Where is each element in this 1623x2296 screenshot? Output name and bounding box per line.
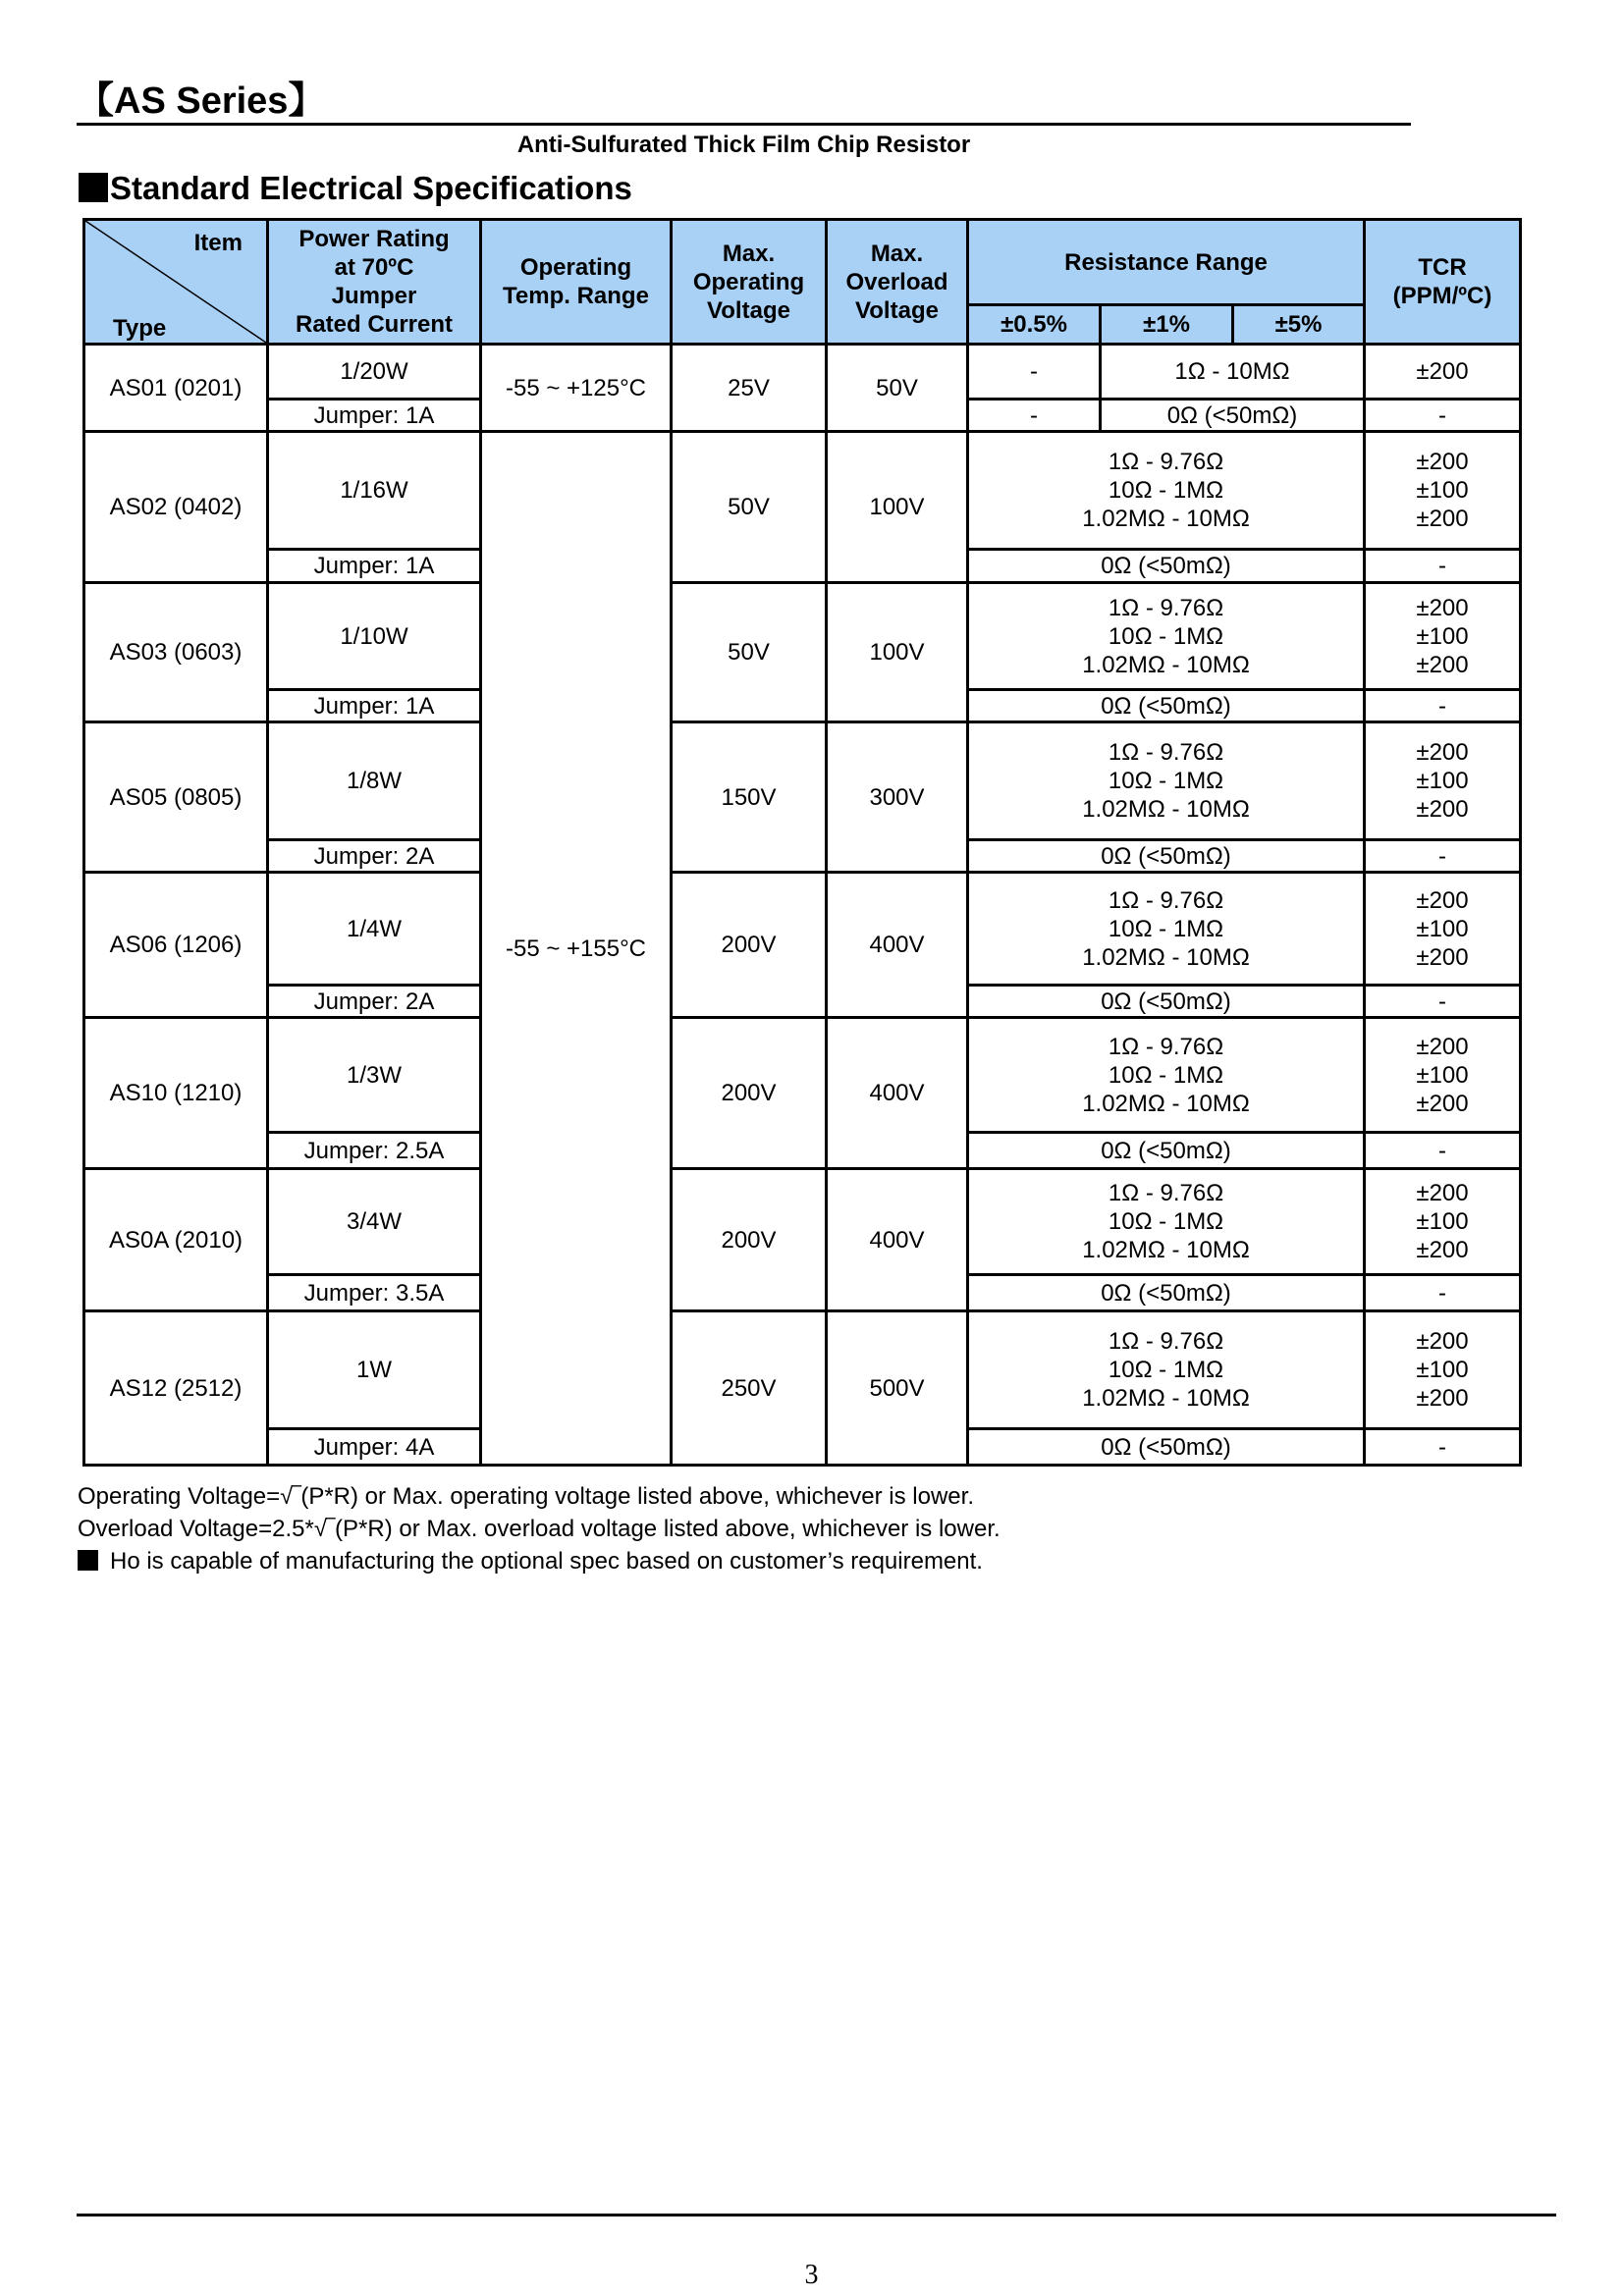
note-text: (P*R) or Max. operating voltage listed above, whichever is lower.: [300, 1483, 974, 1510]
square-root-icon: √‾: [313, 1516, 336, 1542]
tcr-cell: ±200: [1365, 345, 1521, 400]
square-root-icon: √‾: [280, 1483, 301, 1510]
notes: [78, 1480, 1001, 1577]
jumper-resistance-cell: 0Ω (<50mΩ): [968, 1133, 1365, 1169]
temp-range-cell: -55 ~ +155°C: [481, 432, 672, 1466]
tcr-cell: ±200 ±100 ±200: [1365, 722, 1521, 840]
jumper-current-cell: Jumper: 2A: [268, 840, 481, 873]
spec-table-header: [84, 220, 1521, 345]
jumper-resistance-05-cell: -: [968, 400, 1101, 432]
note-text: (P*R) or Max. overload voltage listed above, whichever is lower.: [335, 1516, 1001, 1542]
jumper-current-cell: Jumper: 2A: [268, 986, 481, 1018]
max-operating-voltage-cell: 150V: [672, 722, 827, 873]
jumper-tcr-cell: -: [1365, 690, 1521, 722]
tolerance-5-header: ±5%: [1233, 305, 1365, 345]
jumper-tcr-cell: -: [1365, 400, 1521, 432]
max-operating-voltage-cell: 250V: [672, 1311, 827, 1466]
title-rule: [77, 123, 1411, 126]
table-row: [84, 1169, 1521, 1275]
max-overload-voltage-cell: 50V: [827, 345, 968, 432]
type-cell: AS03 (0603): [84, 583, 268, 722]
max-operating-voltage-cell: 25V: [672, 345, 827, 432]
resistance-cell: 1Ω - 9.76Ω 10Ω - 1MΩ 1.02MΩ - 10MΩ: [968, 722, 1365, 840]
resistance-cell: 1Ω - 10MΩ: [1101, 345, 1365, 400]
overload-voltage-note: [78, 1513, 1001, 1545]
tcr-cell: ±200 ±100 ±200: [1365, 432, 1521, 550]
jumper-tcr-cell: -: [1365, 1133, 1521, 1169]
tcr-cell: ±200 ±100 ±200: [1365, 1018, 1521, 1133]
capability-note: [78, 1545, 1001, 1577]
power-cell: 1/3W: [268, 1018, 481, 1133]
jumper-tcr-cell: -: [1365, 840, 1521, 873]
tcr-cell: ±200 ±100 ±200: [1365, 583, 1521, 690]
tcr-cell: ±200 ±100 ±200: [1365, 1311, 1521, 1429]
jumper-resistance-cell: 0Ω (<50mΩ): [968, 690, 1365, 722]
power-cell: 1/4W: [268, 873, 481, 986]
power-cell: 3/4W: [268, 1169, 481, 1275]
note-text: Operating Voltage=: [78, 1483, 281, 1510]
resistance-range-header: Resistance Range: [968, 220, 1365, 305]
note-text: Ho is capable of manufacturing the optional spec based on customer’s requirement.: [110, 1548, 983, 1575]
jumper-resistance-cell: 0Ω (<50mΩ): [968, 1429, 1365, 1466]
table-row: [84, 1018, 1521, 1133]
section-heading: [79, 172, 632, 204]
jumper-tcr-cell: -: [1365, 986, 1521, 1018]
power-rating-header: Power Rating at 70ºC Jumper Rated Current: [268, 220, 481, 345]
item-type-header-cell: [84, 220, 268, 345]
power-cell: 1/10W: [268, 583, 481, 690]
max-overload-voltage-header: Max. Overload Voltage: [827, 220, 968, 345]
jumper-resistance-cell: 0Ω (<50mΩ): [968, 1275, 1365, 1311]
jumper-resistance-cell: 0Ω (<50mΩ): [968, 550, 1365, 583]
temp-range-cell: -55 ~ +125°C: [481, 345, 672, 432]
resistance-cell: 1Ω - 9.76Ω 10Ω - 1MΩ 1.02MΩ - 10MΩ: [968, 583, 1365, 690]
table-row: [84, 345, 1521, 400]
resistance-cell: 1Ω - 9.76Ω 10Ω - 1MΩ 1.02MΩ - 10MΩ: [968, 1311, 1365, 1429]
type-cell: AS0A (2010): [84, 1169, 268, 1311]
tcr-cell: ±200 ±100 ±200: [1365, 873, 1521, 986]
jumper-tcr-cell: -: [1365, 1429, 1521, 1466]
resistance-cell: 1Ω - 9.76Ω 10Ω - 1MΩ 1.02MΩ - 10MΩ: [968, 1018, 1365, 1133]
jumper-current-cell: Jumper: 1A: [268, 400, 481, 432]
max-operating-voltage-cell: 50V: [672, 432, 827, 583]
page-number: 3: [804, 2260, 819, 2290]
power-cell: 1/20W: [268, 345, 481, 400]
max-overload-voltage-cell: 400V: [827, 873, 968, 1018]
footer-rule: [77, 2214, 1556, 2216]
tolerance-1-header: ±1%: [1101, 305, 1233, 345]
tcr-header: TCR (PPM/ºC): [1365, 220, 1521, 345]
spec-table: [82, 218, 1522, 1467]
type-cell: AS12 (2512): [84, 1311, 268, 1466]
max-operating-voltage-header: Max. Operating Voltage: [672, 220, 827, 345]
jumper-current-cell: Jumper: 1A: [268, 550, 481, 583]
power-cell: 1/8W: [268, 722, 481, 840]
max-overload-voltage-cell: 100V: [827, 432, 968, 583]
resistance-cell: 1Ω - 9.76Ω 10Ω - 1MΩ 1.02MΩ - 10MΩ: [968, 432, 1365, 550]
max-operating-voltage-cell: 200V: [672, 1169, 827, 1311]
table-row: [84, 722, 1521, 840]
max-operating-voltage-cell: 50V: [672, 583, 827, 722]
item-label: Item: [193, 230, 243, 256]
type-cell: AS05 (0805): [84, 722, 268, 873]
table-row: [84, 432, 1521, 550]
max-overload-voltage-cell: 300V: [827, 722, 968, 873]
max-overload-voltage-cell: 500V: [827, 1311, 968, 1466]
jumper-resistance-cell: 0Ω (<50mΩ): [968, 986, 1365, 1018]
table-row: [84, 583, 1521, 690]
jumper-resistance-cell: 0Ω (<50mΩ): [968, 840, 1365, 873]
type-cell: AS10 (1210): [84, 1018, 268, 1169]
max-operating-voltage-cell: 200V: [672, 873, 827, 1018]
type-cell: AS01 (0201): [84, 345, 268, 432]
page-subtitle: Anti-Sulfurated Thick Film Chip Resistor: [516, 132, 971, 158]
tolerance-05-header: ±0.5%: [968, 305, 1101, 345]
max-overload-voltage-cell: 100V: [827, 583, 968, 722]
note-text: Overload Voltage=2.5*: [78, 1516, 314, 1542]
spec-table-body: [84, 345, 1521, 1466]
resistance-cell: 1Ω - 9.76Ω 10Ω - 1MΩ 1.02MΩ - 10MΩ: [968, 1169, 1365, 1275]
type-cell: AS06 (1206): [84, 873, 268, 1018]
temp-range-header: Operating Temp. Range: [481, 220, 672, 345]
section-heading-text: Standard Electrical Specifications: [110, 170, 632, 206]
resistance-cell: 1Ω - 9.76Ω 10Ω - 1MΩ 1.02MΩ - 10MΩ: [968, 873, 1365, 986]
jumper-tcr-cell: -: [1365, 550, 1521, 583]
type-cell: AS02 (0402): [84, 432, 268, 583]
resistance-05-cell: -: [968, 345, 1101, 400]
max-overload-voltage-cell: 400V: [827, 1169, 968, 1311]
tcr-cell: ±200 ±100 ±200: [1365, 1169, 1521, 1275]
table-row: [84, 873, 1521, 986]
operating-voltage-note: [78, 1480, 1001, 1513]
jumper-current-cell: Jumper: 1A: [268, 690, 481, 722]
black-square-icon: [78, 1550, 98, 1571]
black-square-icon: [79, 173, 108, 202]
jumper-current-cell: Jumper: 2.5A: [268, 1133, 481, 1169]
power-cell: 1W: [268, 1311, 481, 1429]
jumper-current-cell: Jumper: 4A: [268, 1429, 481, 1466]
table-row: [84, 1311, 1521, 1429]
jumper-resistance-cell: 0Ω (<50mΩ): [1101, 400, 1365, 432]
type-label: Type: [113, 315, 167, 342]
page-title: 【AS Series】: [77, 80, 326, 122]
jumper-tcr-cell: -: [1365, 1275, 1521, 1311]
max-overload-voltage-cell: 400V: [827, 1018, 968, 1169]
power-cell: 1/16W: [268, 432, 481, 550]
max-operating-voltage-cell: 200V: [672, 1018, 827, 1169]
jumper-current-cell: Jumper: 3.5A: [268, 1275, 481, 1311]
